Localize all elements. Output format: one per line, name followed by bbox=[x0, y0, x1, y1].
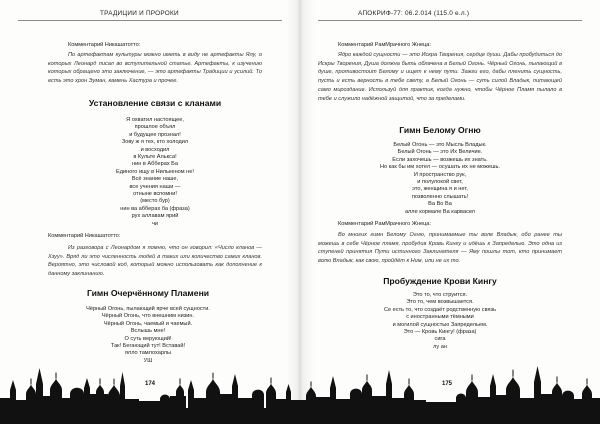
skyline-building bbox=[414, 400, 426, 409]
skyline-building bbox=[478, 397, 490, 409]
skyline-building bbox=[372, 396, 386, 409]
skyline-building bbox=[108, 396, 120, 409]
hymn-line: и полулокой свет, bbox=[417, 179, 463, 186]
skyline-dome-spike bbox=[311, 382, 312, 387]
skyline-building bbox=[552, 392, 562, 409]
hymn-line: ялло тамлохарлы bbox=[124, 350, 172, 357]
skyline-onion-dome bbox=[582, 385, 592, 395]
hymn-line: Чёрный Огонь, пылающий ярче всей сущности. bbox=[86, 306, 210, 312]
skyline-building bbox=[120, 386, 125, 409]
skyline-dome-spike bbox=[271, 378, 272, 384]
skyline-building bbox=[490, 386, 496, 409]
incantation-line: в Культе Алькса! bbox=[133, 154, 177, 161]
hymn-line: позволенно слышать! bbox=[411, 193, 469, 200]
skyline-spire bbox=[84, 378, 90, 388]
incantation-line: все учения наши — bbox=[129, 183, 181, 190]
skyline-onion-dome bbox=[266, 384, 276, 394]
hymn-line: УШ bbox=[143, 357, 153, 364]
skyline-onion-dome bbox=[96, 384, 104, 392]
skyline-building bbox=[84, 388, 90, 409]
incantation-line: чи bbox=[151, 220, 159, 227]
incantation-lines bbox=[318, 292, 562, 351]
hymn-line: Если захочешь — возжешь их знать. bbox=[392, 156, 488, 163]
skyline-building bbox=[404, 394, 414, 409]
skyline-building bbox=[220, 394, 232, 409]
hymn-lines bbox=[48, 306, 248, 365]
page-number: 175 bbox=[441, 381, 452, 387]
page-number: 174 bbox=[144, 381, 155, 387]
skyline-onion-dome bbox=[466, 381, 478, 392]
skyline-building bbox=[426, 402, 456, 409]
incantation-line: сига bbox=[434, 336, 446, 343]
skyline-spire bbox=[286, 384, 291, 392]
skyline-onion-dome bbox=[176, 384, 184, 392]
comment-text: Ядро каждой сущности — это Искра Творения, сердце души. Дабы пробудиться до Искры Творения, Душа должна быть облачена в Белый Огонь. Чёрный Огонь, пылающий в душе, противостоит Белому и ищет к нему пути. Зажги его, дабы пленить сущность, пусть и есть верность в тебе свету, а Белый Огонь — суть силой Владык, питающей само мироздание. Используй для практик, когда нужно, чтобы Чёрное Пламя пылало в тебе и служило надёжной защитой, что за пределами. bbox=[318, 52, 562, 102]
skyline-building bbox=[266, 393, 276, 409]
skyline-onion-dome bbox=[306, 387, 316, 397]
skyline-building bbox=[466, 392, 478, 409]
incantation-lines bbox=[48, 117, 262, 228]
skyline-spire bbox=[36, 368, 43, 384]
skyline-dome bbox=[562, 391, 574, 402]
skyline-building bbox=[582, 394, 592, 409]
skyline-onion-dome bbox=[506, 377, 520, 390]
skyline-building bbox=[238, 398, 254, 409]
skyline-onion-dome bbox=[206, 379, 220, 392]
incantation-line: Се есть то, что создаёт родственную связь bbox=[383, 306, 497, 313]
skyline-dome-spike bbox=[409, 379, 410, 385]
skyline-building bbox=[176, 392, 184, 409]
skyline-onion-dome bbox=[26, 385, 36, 395]
skyline-onion-dome bbox=[50, 379, 62, 390]
incantation-line: рух аллавам ярий bbox=[131, 213, 179, 220]
incantation-line: и будущее прознал! bbox=[129, 131, 181, 138]
skyline-dome bbox=[456, 394, 466, 403]
incantation-line: Единого ищу в Нилькеном не! bbox=[116, 168, 194, 175]
hymn-line: Ва Во Ва bbox=[428, 201, 452, 208]
section-title: Установление связи с кланами bbox=[88, 98, 222, 108]
skyline-dome-spike bbox=[557, 377, 558, 383]
incantation-line: Это то, что струится. bbox=[412, 292, 468, 298]
skyline-spire bbox=[10, 380, 16, 390]
incantation-line: Это то, чем возвышается. bbox=[406, 299, 474, 306]
skyline-dome bbox=[70, 388, 84, 401]
skyline-building bbox=[316, 397, 330, 409]
comment-author: Комментарий Никашатотто: bbox=[68, 42, 141, 48]
skyline-dome-spike bbox=[513, 370, 514, 377]
skyline-building bbox=[336, 399, 352, 409]
incantation-line: прошлое объял bbox=[134, 124, 176, 131]
skyline-dome-spike bbox=[100, 378, 101, 384]
skyline-dome-spike bbox=[180, 378, 181, 384]
running-header: ТРАДИЦИИ И ПРОРОКИ bbox=[100, 10, 179, 17]
header-rule bbox=[18, 20, 282, 21]
hymn-line: Так! Бегающий тут! Вставай! bbox=[110, 343, 186, 350]
skyline-spire bbox=[330, 376, 336, 388]
hymn-line: Чёрный Огонь, чаемый и чаемый. bbox=[103, 320, 193, 327]
skyline-building bbox=[286, 392, 291, 409]
incantation-line: Это — Кровь Кингу! (фраза) bbox=[403, 329, 477, 336]
comment-text: Во многих гимн Белому Огню, принимаемые ты воле Владык, обо ранее ты можешь в себе Чёрное пламя, пробудив Кровь Кингу и идёшь к Запределью. Это одна из ступеней принятия Пути истинного Заклинателя — Яму пошлы тот, кто принимает волю Владык, как свою, пройдёт к Ним, или не их то. bbox=[318, 232, 562, 265]
skyline-building bbox=[139, 401, 161, 409]
skyline-ground bbox=[0, 408, 600, 424]
skyline-building bbox=[541, 394, 553, 409]
skyline-dome-spike bbox=[213, 373, 214, 379]
incantation-line: Всё знание наше, bbox=[131, 176, 179, 183]
hymn-line: Вслышь мне! bbox=[130, 328, 166, 335]
hymn-line: Белый Огонь — это Мысль Владык. bbox=[393, 142, 487, 148]
skyline-spire bbox=[120, 372, 125, 386]
incantation-line: лу ан bbox=[433, 343, 447, 350]
incantation-line: Зову ж я тех, кто холодил bbox=[121, 139, 189, 146]
comment-author: Комментарий РамМрачного Жнеца: bbox=[338, 42, 431, 48]
skyline-onion-dome bbox=[108, 385, 120, 396]
skyline-dome-spike bbox=[114, 379, 115, 385]
hymn-line: И пространство рук, bbox=[413, 171, 467, 178]
hymn-line: Но как бы им хотел — осушать их не можешь. bbox=[380, 164, 500, 171]
incantation-line: нин в Абберах Ба bbox=[132, 161, 178, 168]
skyline-building bbox=[520, 398, 534, 409]
incantation-line: Я охватил настоящее, bbox=[126, 117, 184, 123]
incantation-line: и могилой сущностью Запредельем. bbox=[392, 321, 488, 328]
hymn-line: О суть верующий! bbox=[124, 335, 172, 342]
incantation-line: и восходил bbox=[140, 146, 170, 153]
skyline-dome-spike bbox=[367, 375, 368, 381]
comment-text: По артефактам культуры можно иметь в виду не артефакты Ялу, о которых Леонард писал во вступительной статье. Артефакты, к изучению которых обращено это заключение, — это артефакты Традиции и усилий. То есть это хрон Эуман, камень Хастура и прочее. bbox=[48, 52, 262, 85]
section-title: Гимн Очерчённому Пламени bbox=[86, 288, 210, 298]
hymn-line: Белый Огонь — это Их Величие. bbox=[397, 149, 483, 156]
skyline-spire bbox=[534, 366, 541, 382]
skyline-building bbox=[592, 398, 600, 409]
skyline-building bbox=[96, 392, 104, 409]
skyline-building bbox=[125, 399, 139, 409]
skyline-building bbox=[330, 388, 336, 409]
section-title: Гимн Белому Огню bbox=[399, 125, 481, 135]
skyline-dome bbox=[350, 389, 362, 400]
city-skyline-silhouette bbox=[0, 357, 600, 424]
skyline-spire bbox=[386, 370, 392, 384]
incantation-line: нин ва абберах ба (фраза) bbox=[120, 205, 190, 212]
skyline-building bbox=[36, 384, 43, 409]
hymn-line: алле кормале Ва карвасел bbox=[404, 208, 476, 215]
comment-author: Комментарий Никашатотто: bbox=[48, 233, 121, 239]
header-rule bbox=[318, 20, 582, 21]
incantation-line: с иностранными тёмными bbox=[406, 314, 474, 321]
section-title: Пробуждение Крови Кингу bbox=[383, 276, 497, 286]
skyline-dome-spike bbox=[56, 373, 57, 379]
skyline-building bbox=[306, 396, 316, 409]
skyline-dome-spike bbox=[31, 379, 32, 385]
hymn-lines bbox=[318, 142, 562, 216]
skyline-spire bbox=[232, 374, 238, 386]
skyline-building bbox=[206, 392, 220, 409]
skyline-onion-dome bbox=[552, 383, 562, 393]
skyline-onion-dome bbox=[362, 381, 372, 391]
skyline-spire bbox=[490, 374, 496, 386]
hymn-line: это, женщина я и нет, bbox=[412, 186, 468, 193]
skyline-building bbox=[386, 384, 392, 409]
skyline-dome bbox=[160, 395, 170, 404]
skyline-building bbox=[362, 390, 372, 409]
skyline-building bbox=[506, 390, 520, 409]
skyline-dome bbox=[252, 390, 264, 401]
skyline-building bbox=[188, 390, 194, 409]
skyline-onion-dome bbox=[404, 385, 414, 395]
running-header: АПОКРИФ-77: 06.2.014 (115.0 е.л.) bbox=[358, 10, 470, 17]
comment-author: Комментарий РамМрачного Жнеца: bbox=[338, 221, 431, 227]
incantation-line: (место бур) bbox=[140, 198, 170, 205]
skyline-building bbox=[10, 390, 16, 409]
skyline-dome-spike bbox=[587, 379, 588, 385]
skyline-spire bbox=[188, 380, 194, 390]
skyline-dome-spike bbox=[472, 375, 473, 381]
skyline-building bbox=[534, 382, 541, 409]
skyline-building bbox=[50, 390, 62, 409]
comment-text: Из разговора с Леонардом я помню, что он говорил: «Число кланов — Хзуу». Вряд ли это численность людей в таких или количество самих кланов. Вероятно, это числовой код, который можно использовать как дополнение к данному заклинанию. bbox=[48, 245, 262, 278]
hymn-line: Чёрный Огонь, что внешним низин. bbox=[101, 313, 195, 320]
skyline-building bbox=[232, 386, 238, 409]
incantation-line: отныне вспомни! bbox=[133, 191, 177, 198]
skyline-building bbox=[26, 394, 36, 409]
